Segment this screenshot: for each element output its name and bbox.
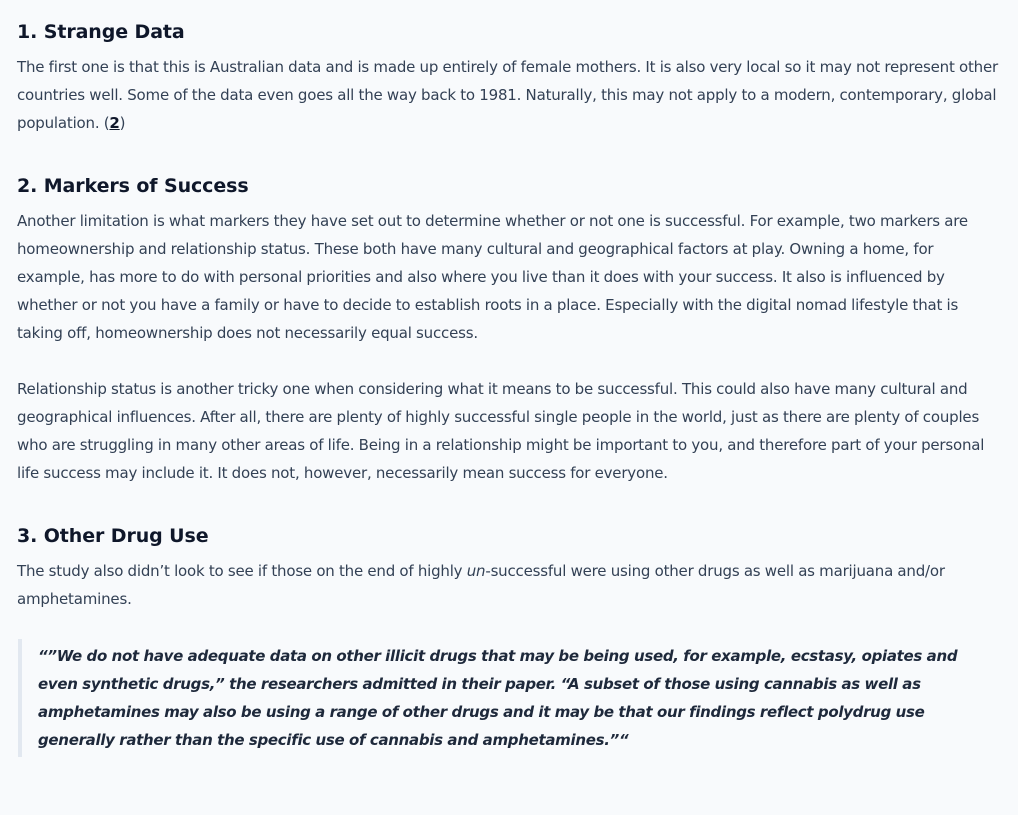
section-other-drug-use [17, 524, 1002, 757]
paragraph-text: The first one is that this is Australian data and is made up entirely of female mothers. It is also very local so it may not represent other countries well. Some of the data even goes all the way back to 1981. Naturally, this may not apply to a modern, contemporary, global population. ( [17, 58, 998, 132]
reference-close: ) [119, 114, 126, 132]
section-paragraph [17, 557, 1002, 613]
quote-text: “”We do not have adequate data on other illicit drugs that may be being used, for example, ecstasy, opiates and even synthetic drugs,” the researchers admitted in their paper. “A subset of those using cannabis as well as amphetamines may also be using a range of other drugs and it may be that our findings reflect polydrug use generally rather than the specific use of cannabis and amphetamines.”“ [38, 647, 958, 749]
section-heading: 2. Markers of Success [17, 175, 249, 197]
blockquote [18, 639, 1002, 757]
section-markers-of-success [17, 174, 1002, 487]
emphasis-text: un [466, 562, 486, 580]
section-paragraph: Another limitation is what markers they have set out to determine whether or not one is successful. For example, two markers are homeownership and relationship status. These both have many cultural and geographical factors at play. Owning a home, for example, has more to do with personal priorities and also where you live than it does with your success. It also is influenced by whether or not you have a family or have to decide to establish roots in a place. Especially with the digital nomad lifestyle that is taking off, homeownership does not necessarily equal success. [17, 212, 968, 342]
section-heading: 1. Strange Data [17, 21, 185, 43]
paragraph-text: -successful were using other drugs as well as marijuana and/or amphetamines. [17, 562, 945, 608]
section-heading: 3. Other Drug Use [17, 525, 209, 547]
section-paragraph [17, 53, 1002, 137]
paragraph-text: The study also didn’t look to see if those on the end of highly [17, 562, 467, 580]
section-paragraph: Relationship status is another tricky one when considering what it means to be successful. This could also have many cultural and geographical influences. After all, there are plenty of highly successful single people in the world, just as there are plenty of couples who are struggling in many other areas of life. Being in a relationship might be important to you, and therefore part of your personal life success may include it. It does not, however, necessarily mean success for everyone. [17, 380, 985, 482]
reference-link[interactable]: 2 [109, 114, 120, 132]
section-strange-data [17, 0, 1002, 137]
